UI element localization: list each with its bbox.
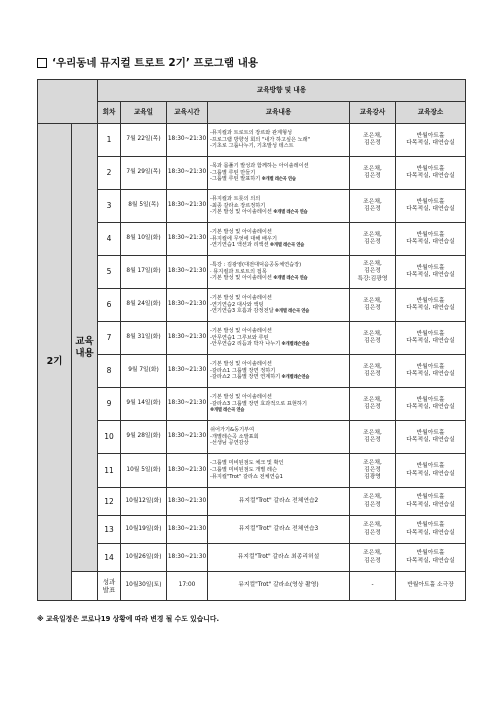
text-line: 다목적실, 대연습실 xyxy=(406,470,455,477)
content-line: -그룹별 루틴 만들기 xyxy=(210,169,256,176)
text-line: 김은정 xyxy=(364,466,381,473)
content-line: · 뮤지컬과 트로트의 접목 xyxy=(210,268,267,275)
text-line: 4 xyxy=(106,234,112,244)
text-line: 반월아트홀 xyxy=(416,463,445,470)
text-line: 3 xyxy=(106,201,112,211)
table-row xyxy=(38,572,466,601)
place-cell xyxy=(396,454,466,488)
date-cell: 7월 29일(목) xyxy=(121,157,167,190)
time-cell: 18:30~21:30 xyxy=(167,488,208,516)
practice-note: ※개별 레슨곡 연습 xyxy=(210,408,245,414)
teacher-cell xyxy=(350,454,396,488)
text-line: 11 xyxy=(104,465,114,475)
text-line: 다목적실, 대연습실 xyxy=(406,272,455,278)
time-cell: 18:30~21:30 xyxy=(167,454,208,488)
content-line: -연기연습1 액션과 리액션 ※개별 레슨곡 연습 xyxy=(210,242,305,249)
place-cell xyxy=(396,322,466,355)
text-line: 다목적실, 대연습실 xyxy=(406,206,455,212)
session-number-cell xyxy=(98,223,121,256)
content-line: -뮤지컬과 트로트의 장르와 관계형성 xyxy=(210,129,292,136)
text-line: 다목적실, 대연습실 xyxy=(406,529,455,536)
cohort-cell xyxy=(38,124,72,601)
table-row xyxy=(38,454,466,488)
text-line: 김은정 xyxy=(364,371,381,377)
content-cell xyxy=(208,256,350,289)
text-line: 조은채, xyxy=(363,297,382,304)
session-number-cell xyxy=(98,190,121,223)
content-line: -기본 발성 및 아이솔레이션 xyxy=(210,228,272,235)
text-line: 반월아트홀 xyxy=(416,522,445,529)
category-cell xyxy=(72,124,98,572)
date-cell: 8월 24일(화) xyxy=(121,289,167,322)
text-line: 반월아트홀 xyxy=(416,396,445,403)
text-line: 조은채, xyxy=(363,330,382,337)
square-icon xyxy=(37,58,47,68)
table-row xyxy=(38,157,466,190)
content-line: -기본 발성 및 아이솔레이션 xyxy=(210,294,272,301)
practice-note: ※개별 레슨곡 연습 xyxy=(273,309,310,315)
table-row xyxy=(38,124,466,157)
place-cell xyxy=(396,223,466,256)
content-line: -안무연습2 리듬과 박자 나누기 ※개별레슨연습 xyxy=(210,341,310,348)
content-line: -프로그램 방향성 회의 "내가 하고싶은 노래" xyxy=(210,136,311,143)
session-number-cell xyxy=(98,157,121,190)
session-number-cell xyxy=(98,124,121,157)
text-line: 김은정 xyxy=(364,437,381,443)
text-line: 다목적실, 대연습실 xyxy=(406,305,455,311)
content-cell xyxy=(208,157,350,190)
table-row xyxy=(38,388,466,421)
teacher-cell xyxy=(350,421,396,454)
session-number-cell xyxy=(98,256,121,289)
text-line: 다목적실, 대연습실 xyxy=(406,557,455,564)
place-cell xyxy=(396,544,466,572)
document-title xyxy=(37,55,258,70)
content-line: -갈라쇼1 그룹별 장면 정하기 xyxy=(210,367,276,374)
date-cell: 10월26일(화) xyxy=(121,544,167,572)
text-line: 다목적실, 대연습실 xyxy=(406,173,455,179)
content-cell: 뮤지컬"Trot" 갈라쇼 최종리허설 xyxy=(208,544,350,572)
text-line: 2 xyxy=(106,168,112,178)
time-cell: 18:30~21:30 xyxy=(167,421,208,454)
text-line: 김은정 xyxy=(364,268,381,275)
place-cell xyxy=(396,124,466,157)
teacher-cell xyxy=(350,572,396,601)
content-line: -특강 : 김광영(대전대덕음공동체연습장) xyxy=(210,261,302,268)
content-line: -선생님 공연감상 xyxy=(210,440,249,447)
content-line: -연기연습2 대사와 액팅 xyxy=(210,301,264,308)
session-number-cell xyxy=(98,544,121,572)
content-line: -그룹별 미비된점도 개별 레슨 xyxy=(210,467,277,474)
content-line: -기본 발성 및 아이솔레이션 ※개별 레슨곡 연습 xyxy=(210,275,308,282)
text-line: 김은정 xyxy=(364,173,381,179)
time-cell: 18:30~21:30 xyxy=(167,190,208,223)
text-line: 10 xyxy=(104,432,114,442)
date-cell: 8월 10일(화) xyxy=(121,223,167,256)
text-line: 2기 xyxy=(46,356,63,368)
time-cell: 18:30~21:30 xyxy=(167,256,208,289)
table-row xyxy=(38,355,466,388)
date-cell: 10월19일(화) xyxy=(121,516,167,544)
content-line: -기초로 그룹나누기, 기초발성 테스트 xyxy=(210,143,294,150)
text-line: 다목적실, 대연습실 xyxy=(406,338,455,344)
session-number-cell xyxy=(98,421,121,454)
text-line: 8 xyxy=(106,366,112,376)
session-number-cell xyxy=(98,516,121,544)
practice-note: ※개별레슨연습 xyxy=(280,342,310,348)
text-line: 1 xyxy=(106,135,112,145)
content-cell xyxy=(208,454,350,488)
document-title-text: ‘우리동네 뮤지컬 트로트 2기’ 프로그램 내용 xyxy=(52,57,258,69)
teacher-cell xyxy=(350,388,396,421)
text-line: 반월아트홀 xyxy=(416,132,445,139)
place-cell xyxy=(396,289,466,322)
text-line: 다목적실, 대연습실 xyxy=(406,371,455,377)
text-line: 조은채, xyxy=(363,550,382,557)
text-line: 조은채, xyxy=(363,165,382,172)
place-cell xyxy=(396,256,466,289)
text-line: 반월아트홀 xyxy=(416,494,445,501)
place-cell xyxy=(396,488,466,516)
teacher-cell xyxy=(350,157,396,190)
text-line: 반월아트홀 xyxy=(416,165,445,172)
table-group-header-row xyxy=(38,80,466,102)
text-line: 다목적실, 대연습실 xyxy=(406,501,455,508)
teacher-cell xyxy=(350,289,396,322)
text-line: 조은채, xyxy=(363,231,382,238)
session-number-cell xyxy=(98,355,121,388)
text-line: 김은정 xyxy=(364,557,381,564)
column-header: 교육장소 xyxy=(396,102,466,124)
text-line: 김은정 xyxy=(364,404,381,410)
text-line: 김은정 xyxy=(364,305,381,311)
text-line: 12 xyxy=(104,496,114,506)
place-cell xyxy=(396,157,466,190)
teacher-cell xyxy=(350,516,396,544)
time-cell: 18:30~21:30 xyxy=(167,388,208,421)
teacher-cell xyxy=(350,488,396,516)
time-cell: 18:30~21:30 xyxy=(167,355,208,388)
time-cell: 18:30~21:30 xyxy=(167,223,208,256)
blank-corner-cell xyxy=(38,80,98,124)
text-line: 다목적실, 대연습실 xyxy=(406,437,455,443)
table-row xyxy=(38,421,466,454)
place-cell xyxy=(396,421,466,454)
text-line: 교육 xyxy=(75,335,94,347)
date-cell: 10월30일(토) xyxy=(121,572,167,601)
date-cell: 8월 31일(화) xyxy=(121,322,167,355)
content-cell xyxy=(208,388,350,421)
text-line: 김은정 xyxy=(364,338,381,344)
session-number-cell xyxy=(98,488,121,516)
session-number-cell xyxy=(98,454,121,488)
text-line: 김은정 xyxy=(364,529,381,536)
column-header: 교육일 xyxy=(121,102,167,124)
footnote: ※ 교육일정은 코로나19 상황에 따라 변경 될 수도 있습니다. xyxy=(37,615,220,623)
text-line: 발표 xyxy=(102,586,116,594)
session-number-cell xyxy=(98,289,121,322)
text-line: 반월아트홀 xyxy=(416,264,445,271)
column-header: 회차 xyxy=(98,102,121,124)
table-row xyxy=(38,544,466,572)
table-row xyxy=(38,488,466,516)
text-line: 김은정 xyxy=(364,140,381,146)
text-line: 반월아트홀 xyxy=(416,550,445,557)
time-cell: 18:30~21:30 xyxy=(167,322,208,355)
teacher-cell xyxy=(350,544,396,572)
table-column-header-row xyxy=(38,102,466,124)
text-line: 성과 xyxy=(102,577,116,586)
text-line: 김은정 xyxy=(364,206,381,212)
table-row xyxy=(38,190,466,223)
content-line: -최종 갈라쇼 장르정하기 xyxy=(210,202,266,209)
text-line: 6 xyxy=(106,300,112,310)
text-line: 다목적실, 대연습실 xyxy=(406,239,455,245)
content-line: -뮤지컬에 무엇에 대해 배우기 xyxy=(210,235,277,242)
time-cell: 18:30~21:30 xyxy=(167,544,208,572)
time-cell: 18:30~21:30 xyxy=(167,516,208,544)
content-line: -그룹별 미비된점도 체크 및 확인 xyxy=(210,460,284,467)
content-cell xyxy=(208,355,350,388)
teacher-cell xyxy=(350,190,396,223)
text-line: 7 xyxy=(106,333,112,343)
column-header: 교육시간 xyxy=(167,102,208,124)
text-line: 김은정 xyxy=(364,239,381,245)
session-number-cell xyxy=(98,572,121,601)
text-line: 조은채, xyxy=(363,494,382,501)
date-cell: 10월 5일(화) xyxy=(121,454,167,488)
content-line: -뮤지컬"Trot" 갈라쇼 전체연습1 xyxy=(210,473,283,480)
text-line: 반월아트홀 xyxy=(416,231,445,238)
text-line: 조은채, xyxy=(363,198,382,205)
content-line: -연기연습3 호흡과 감정전달 ※개별 레슨곡 연습 xyxy=(210,308,310,315)
text-line: 반월아트홀 xyxy=(416,330,445,337)
place-cell xyxy=(396,190,466,223)
content-line: -갈라쇼2 그룹별 장면 연계하기 ※개별레슨연습 xyxy=(210,374,310,381)
text-line: 조은채, xyxy=(363,522,382,529)
text-line: 조은채, xyxy=(363,363,382,370)
date-cell: 8월 17일(화) xyxy=(121,256,167,289)
column-header: 교육강사 xyxy=(350,102,396,124)
text-line: 반월아트홀 xyxy=(416,297,445,304)
text-line: 반월아트홀 xyxy=(416,198,445,205)
date-cell: 9월 28일(화) xyxy=(121,421,167,454)
text-line: 조은채, xyxy=(363,396,382,403)
text-line: 조은채, xyxy=(363,261,382,268)
content-line: -기본 발성 및 아이솔레이션 xyxy=(210,327,272,334)
time-cell: 17:00 xyxy=(167,572,208,601)
place-cell xyxy=(396,516,466,544)
content-line: -기본 발성 및 아이솔레이션 xyxy=(210,393,272,400)
text-line: 조은채, xyxy=(363,459,382,466)
table-row xyxy=(38,289,466,322)
place-cell xyxy=(396,572,466,601)
practice-note: ※개별 레슨곡 연습 xyxy=(260,177,296,183)
content-line: -뮤지컬과 트롯의 의의 xyxy=(210,195,261,202)
time-cell: 18:30~21:30 xyxy=(167,289,208,322)
table-row xyxy=(38,223,466,256)
text-line: 9 xyxy=(106,399,112,409)
date-cell: 7월 22일(목) xyxy=(121,124,167,157)
text-line: 반월아트홀 xyxy=(416,363,445,370)
session-number-cell xyxy=(98,388,121,421)
content-line: -기본 발성 및 아이솔레이션 xyxy=(210,360,272,367)
content-line: -개별레슨곡 소발표회 xyxy=(210,433,259,440)
text-line: 특강:김광영 xyxy=(357,275,388,282)
content-cell xyxy=(208,289,350,322)
content-cell xyxy=(208,223,350,256)
teacher-cell xyxy=(350,355,396,388)
text-line: 14 xyxy=(104,552,114,562)
content-cell xyxy=(208,322,350,355)
practice-note: ※개별 레슨곡 연습 xyxy=(271,276,308,282)
content-cell: 뮤지컬"Trot" 갈라쇼 전체연습3 xyxy=(208,516,350,544)
content-cell xyxy=(208,124,350,157)
text-line: 김광영 xyxy=(364,474,381,481)
time-cell: 18:30~21:30 xyxy=(167,157,208,190)
text-line: 다목적실, 대연습실 xyxy=(406,140,455,146)
content-line: -목과 몸풀기 발성과 함께하는 아이솔레이션 xyxy=(210,162,309,169)
text-line: 반월아트홀 xyxy=(416,429,445,436)
column-header: 교육내용 xyxy=(208,102,350,124)
practice-note: ※개별 레슨곡 연습 xyxy=(271,210,308,216)
text-line: - xyxy=(371,582,374,589)
teacher-cell xyxy=(350,124,396,157)
content-cell: 뮤지컬"Trot" 갈라쇼(영상 촬영) xyxy=(208,572,350,601)
content-line: -안무연습1 그루브와 루틴 xyxy=(210,334,269,341)
text-line: 반월아트홀 소극장 xyxy=(407,582,454,589)
text-line: 조은채, xyxy=(363,429,382,436)
content-line: -그룹별 루틴 발표하기 ※개별 레슨곡 연습 xyxy=(210,176,296,183)
text-line: 내용 xyxy=(75,347,94,359)
content-cell xyxy=(208,421,350,454)
practice-note: ※개별레슨연습 xyxy=(280,375,310,381)
content-cell xyxy=(208,190,350,223)
table-row xyxy=(38,322,466,355)
group-header-cell: 교육방향 및 내용 xyxy=(98,80,466,102)
date-cell: 9월 7일(화) xyxy=(121,355,167,388)
place-cell xyxy=(396,388,466,421)
session-number-cell xyxy=(98,322,121,355)
category-blank-cell xyxy=(72,572,98,601)
date-cell: 9월 14일(화) xyxy=(121,388,167,421)
date-cell: 10월12일(화) xyxy=(121,488,167,516)
date-cell: 8월 5일(목) xyxy=(121,190,167,223)
practice-note: ※개별 레슨곡 연습 xyxy=(268,243,305,249)
text-line: 김은정 xyxy=(364,501,381,508)
content-line xyxy=(210,407,347,414)
program-table xyxy=(37,79,466,601)
place-cell xyxy=(396,355,466,388)
content-cell: 뮤지컬"Trot" 갈라쇼 전체연습2 xyxy=(208,488,350,516)
text-line: 조은채, xyxy=(363,132,382,139)
teacher-cell xyxy=(350,256,396,289)
table-row xyxy=(38,256,466,289)
table-row xyxy=(38,516,466,544)
content-line: -기본 발성 및 아이솔레이션 ※개별 레슨곡 연습 xyxy=(210,209,308,216)
time-cell: 18:30~21:30 xyxy=(167,124,208,157)
text-line: 13 xyxy=(104,524,114,534)
teacher-cell xyxy=(350,322,396,355)
text-line: 5 xyxy=(106,267,112,277)
text-line: 다목적실, 대연습실 xyxy=(406,404,455,410)
content-line: -갈라쇼3 그룹별 장면 효과적으로 표현하기 xyxy=(210,400,307,407)
content-line: 쉬어가기&동기부여 xyxy=(210,426,255,433)
teacher-cell xyxy=(350,223,396,256)
